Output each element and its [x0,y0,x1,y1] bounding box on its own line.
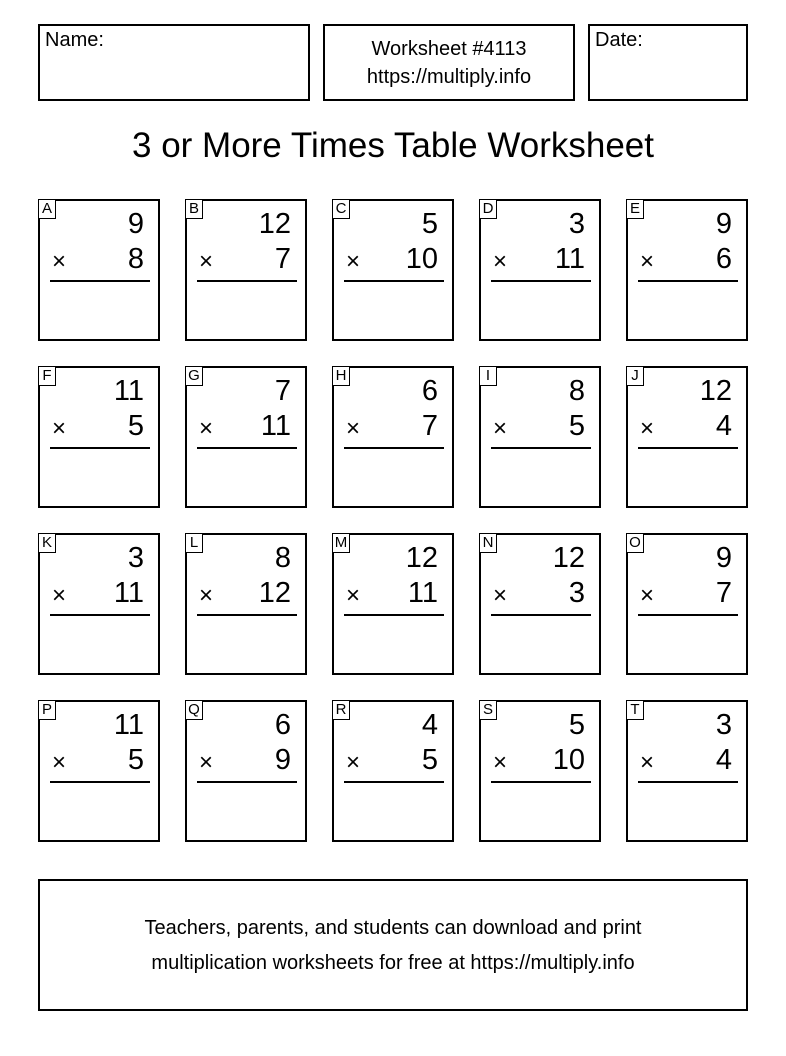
multiplicand: 3 [127,542,144,574]
problem-letter: B [185,199,203,219]
answer-line [491,280,591,282]
multiplier: 10 [552,744,585,776]
problem-letter: F [38,366,56,386]
problem-card[interactable] [332,533,454,675]
multiplicand: 9 [715,542,732,574]
multiplier: 7 [274,243,291,275]
problem-card[interactable] [38,533,160,675]
problem-letter: G [185,366,203,386]
footer-line-2: multiplication worksheets for free at https://multiply.info [151,952,635,974]
answer-line [638,614,738,616]
problem-letter: J [626,366,644,386]
answer-line [491,447,591,449]
multiplicand: 6 [274,709,291,741]
answer-line [344,447,444,449]
problem-card[interactable] [332,366,454,508]
multiply-sign-icon: × [640,248,655,275]
problem-card[interactable] [185,366,307,508]
answer-line [491,781,591,783]
multiplier: 3 [568,577,585,609]
multiplicand: 3 [568,208,585,240]
problem-card[interactable] [479,533,601,675]
multiply-sign-icon: × [52,248,67,275]
multiply-sign-icon: × [493,248,508,275]
multiplier: 5 [127,410,144,442]
multiplicand: 11 [113,709,144,741]
answer-line [197,781,297,783]
multiplicand: 4 [421,709,438,741]
answer-line [344,614,444,616]
multiplier: 6 [715,243,732,275]
problem-card[interactable] [626,700,748,842]
problem-letter: D [479,199,497,219]
problem-letter: S [479,700,497,720]
problem-card[interactable] [38,700,160,842]
multiplier: 5 [421,744,438,776]
answer-line [50,781,150,783]
multiply-sign-icon: × [346,749,361,776]
multiplier: 10 [405,243,438,275]
multiply-sign-icon: × [52,749,67,776]
multiplier: 11 [260,410,291,442]
multiplicand: 5 [568,709,585,741]
footer-line-1: Teachers, parents, and students can download and print [144,917,642,939]
problem-letter: I [479,366,497,386]
answer-line [197,447,297,449]
multiplier: 9 [274,744,291,776]
multiply-sign-icon: × [346,415,361,442]
multiplier: 11 [554,243,585,275]
multiply-sign-icon: × [346,582,361,609]
multiplicand: 12 [405,542,438,574]
problem-card[interactable] [185,199,307,341]
problem-card[interactable] [626,533,748,675]
problem-letter: Q [185,700,203,720]
name-field[interactable] [38,24,310,101]
multiply-sign-icon: × [640,415,655,442]
problem-letter: O [626,533,644,553]
multiply-sign-icon: × [199,415,214,442]
footer-note [38,879,748,1011]
problem-card[interactable] [38,366,160,508]
problem-card[interactable] [479,366,601,508]
answer-line [638,781,738,783]
multiplier: 4 [715,744,732,776]
answer-line [344,280,444,282]
answer-line [638,280,738,282]
problem-card[interactable] [185,700,307,842]
multiplier: 11 [407,577,438,609]
problem-card[interactable] [626,366,748,508]
problem-letter: P [38,700,56,720]
answer-line [50,614,150,616]
multiplicand: 11 [113,375,144,407]
multiplicand: 12 [699,375,732,407]
multiplicand: 9 [715,208,732,240]
problem-letter: A [38,199,56,219]
multiplier: 4 [715,410,732,442]
multiply-sign-icon: × [493,415,508,442]
problem-letter: T [626,700,644,720]
multiply-sign-icon: × [199,248,214,275]
problem-letter: R [332,700,350,720]
multiplicand: 9 [127,208,144,240]
multiplicand: 12 [552,542,585,574]
answer-line [638,447,738,449]
multiplicand: 3 [715,709,732,741]
problem-letter: M [332,533,350,553]
page-title: 3 or More Times Table Worksheet [132,126,654,165]
answer-line [50,280,150,282]
problem-letter: E [626,199,644,219]
multiplicand: 12 [258,208,291,240]
problem-letter: N [479,533,497,553]
problem-letter: H [332,366,350,386]
multiply-sign-icon: × [346,248,361,275]
answer-line [491,614,591,616]
multiply-sign-icon: × [199,582,214,609]
problem-letter: K [38,533,56,553]
date-label: Date: [595,29,643,51]
problem-card[interactable] [332,700,454,842]
worksheet-url[interactable]: https://multiply.info [366,66,532,88]
multiplicand: 8 [274,542,291,574]
answer-line [344,781,444,783]
problem-card[interactable] [479,700,601,842]
multiplier: 8 [127,243,144,275]
worksheet-info-box [323,24,575,101]
multiply-sign-icon: × [52,415,67,442]
answer-line [197,614,297,616]
problem-letter: L [185,533,203,553]
multiplier: 7 [421,410,438,442]
multiply-sign-icon: × [493,582,508,609]
multiplicand: 6 [421,375,438,407]
multiply-sign-icon: × [199,749,214,776]
problem-card[interactable] [38,199,160,341]
multiplicand: 5 [421,208,438,240]
answer-line [197,280,297,282]
multiplier: 11 [113,577,144,609]
multiply-sign-icon: × [493,749,508,776]
multiplier: 12 [258,577,291,609]
problem-card[interactable] [332,199,454,341]
multiplier: 5 [568,410,585,442]
multiply-sign-icon: × [640,582,655,609]
multiplicand: 8 [568,375,585,407]
multiplicand: 7 [274,375,291,407]
answer-line [50,447,150,449]
name-label: Name: [45,29,104,51]
worksheet-number: Worksheet #4113 [371,38,527,60]
multiplier: 7 [715,577,732,609]
problem-letter: C [332,199,350,219]
problem-card[interactable] [185,533,307,675]
multiply-sign-icon: × [640,749,655,776]
date-field[interactable] [588,24,748,101]
problem-card[interactable] [479,199,601,341]
multiply-sign-icon: × [52,582,67,609]
problem-card[interactable] [626,199,748,341]
multiplier: 5 [127,744,144,776]
